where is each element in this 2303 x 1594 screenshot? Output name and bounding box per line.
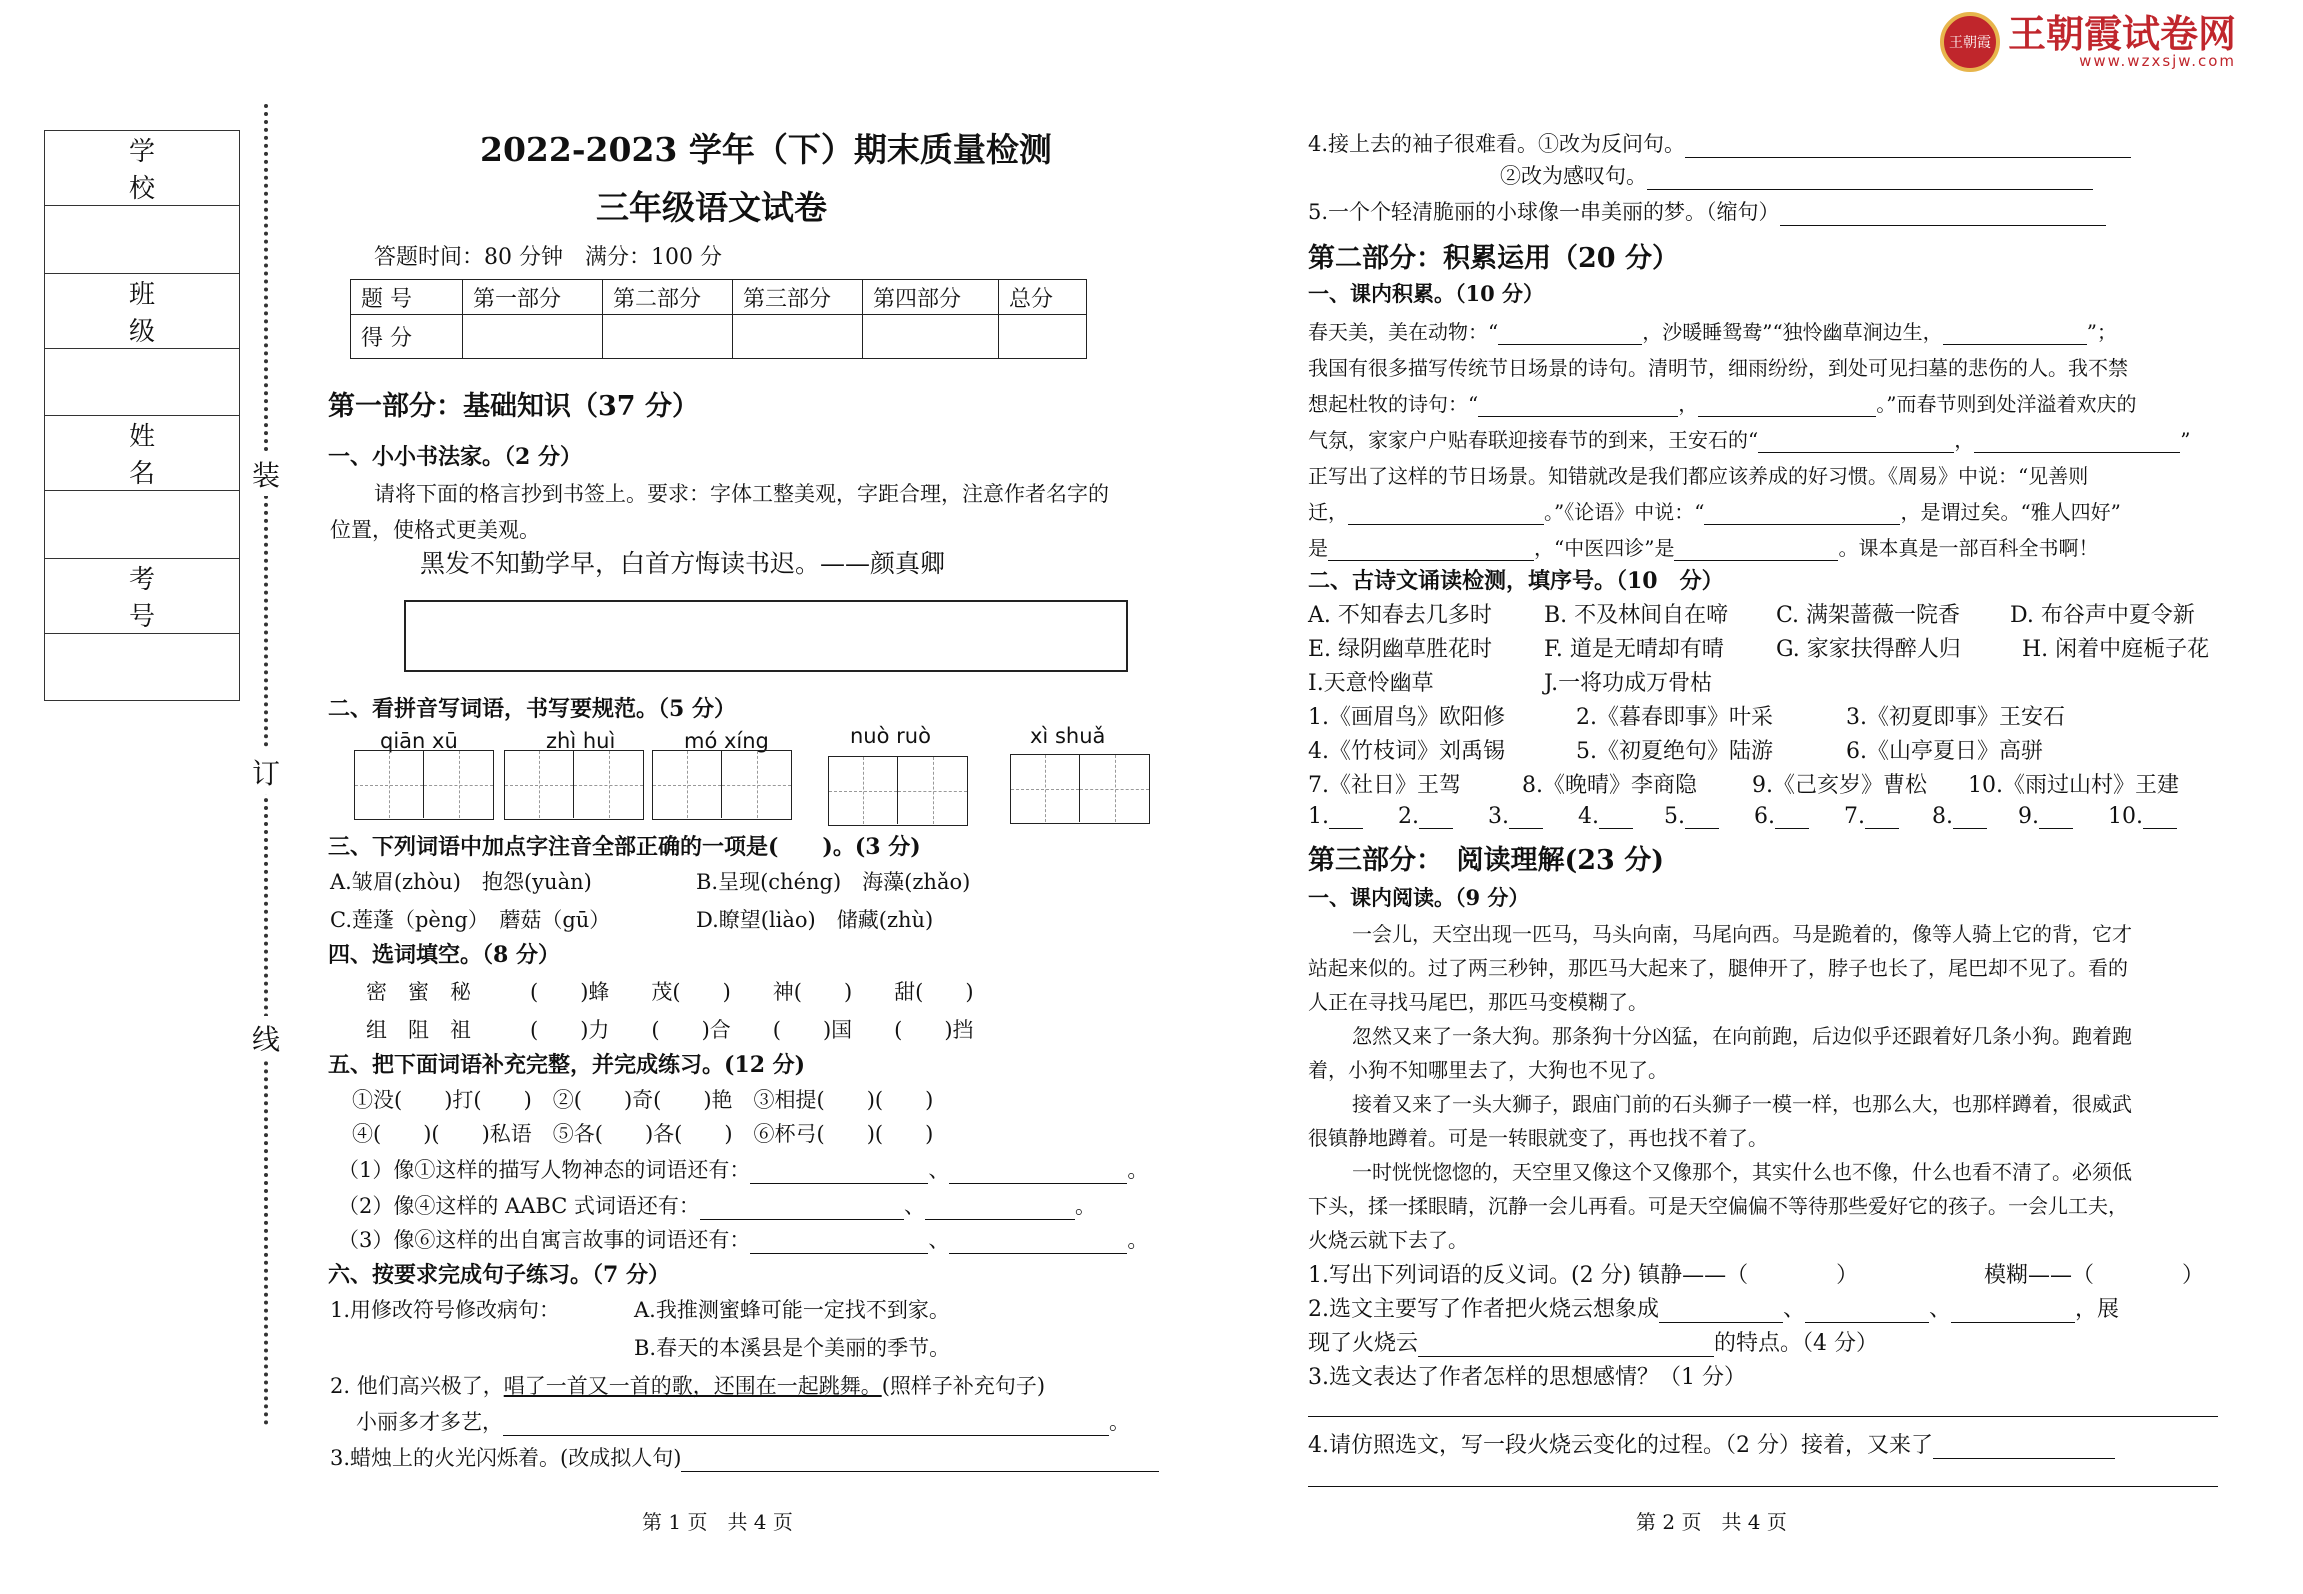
poem-5: 5.《初夏绝句》陆游	[1576, 739, 1773, 764]
para4-line-3: 火烧云就下去了。	[1308, 1228, 1468, 1252]
q5-line: 5.一个个轻清脆丽的小球像一串美丽的梦。（缩句）	[1308, 196, 2106, 226]
score-row-label: 得 分	[351, 315, 463, 359]
s6-q2-blank[interactable]	[503, 1435, 1109, 1436]
student-info-table	[44, 130, 240, 701]
s3-opt-b: B.呈现(chéng) 海藻(zhǎo)	[696, 870, 971, 894]
id-label: 考 号	[45, 558, 240, 633]
poem-1: 1.《画眉鸟》欧阳修	[1308, 705, 1505, 730]
rq1-b: 模糊——（ ）	[1984, 1263, 2205, 1288]
answer-blank[interactable]	[2039, 828, 2073, 829]
opt-C: C. 满架蔷薇一院香	[1776, 603, 1961, 628]
poem-9: 9.《己亥岁》曹松	[1752, 773, 1927, 798]
part3-heading: 第三部分： 阅读理解(23 分)	[1308, 845, 1665, 876]
s4-title: 四、选词填空。（8 分）	[328, 942, 560, 968]
pinyin-4: nuò ruò	[850, 724, 931, 748]
score-head-p1: 第一部分	[463, 280, 603, 315]
exam-info: 答题时间：80 分钟 满分：100 分	[374, 245, 722, 270]
answer-blank[interactable]	[1419, 828, 1453, 829]
pinyin-grid-5[interactable]	[1010, 754, 1150, 824]
name-field[interactable]	[45, 491, 240, 559]
class-label: 班 级	[45, 273, 240, 348]
s4-words-2: 组 阻 祖	[366, 1018, 471, 1042]
para4-line-2: 下头，揉一揉眼睛，沉静一会儿再看。可是天空偏偏不等待那些爱好它的孩子。一会儿工夫，	[1308, 1194, 2128, 1218]
exam-subtitle: 三年级语文试卷	[596, 188, 827, 227]
para4-line-1: 一时恍恍惚惚的，天空里又像这个又像那个，其实什么也不像，什么也看不清了。必须低	[1352, 1160, 2132, 1184]
exam-title: 2022-2023 学年（下）期末质量检测	[480, 130, 1052, 169]
poem-10: 10.《雨过山村》王建	[1968, 773, 2179, 798]
s2-title: 二、看拼音写词语，书写要规范。（5 分）	[328, 696, 736, 722]
rq2-line-1: 2.选文主要写了作者把火烧云想象成 、 、 ，展	[1308, 1297, 2120, 1322]
s6-q1-b: B.春天的本溪县是个美丽的季节。	[634, 1336, 951, 1360]
s4-words-1: 密 蜜 秘	[366, 980, 471, 1004]
rq3: 3.选文表达了作者怎样的思想感情？（1 分）	[1308, 1365, 1746, 1390]
answer-blank[interactable]	[1865, 828, 1899, 829]
score-head-p3: 第三部分	[733, 280, 863, 315]
s1-desc-1: 请将下面的格言抄到书签上。要求：字体工整美观，字距合理，注意作者名字的	[374, 482, 1109, 506]
score-cell[interactable]	[603, 315, 733, 359]
k1-line-7: 是 ，“中医四诊”是 。课本真是一部百科全书啊！	[1308, 536, 2099, 560]
pinyin-grid-3[interactable]	[652, 750, 792, 820]
s4-blanks-1: ( )蜂 茂( ) 神( ) 甜( )	[530, 980, 974, 1004]
part2-heading: 第二部分：积累运用（20 分）	[1308, 243, 1679, 274]
k1-title: 一、课内积累。（10 分）	[1308, 281, 1545, 306]
logo-url: www.wzxsjw.com	[2079, 52, 2237, 70]
para3-line-1: 接着又来了一头大狮子，跟庙门前的石头狮子一模一样，也那么大，也那样蹲着，很威武	[1352, 1092, 2132, 1116]
s4-blanks-2: ( )力 ( )合 ( )国 ( )挡	[530, 1018, 974, 1042]
pinyin-grid-2[interactable]	[504, 750, 644, 820]
rq4: 4.请仿照选文，写一段火烧云变化的过程。（2 分）接着，又来了	[1308, 1428, 2115, 1459]
rq3-answer-line[interactable]	[1308, 1416, 2218, 1417]
s5-line-1: ①没( )打( ) ②( )奇( )艳 ③相提( )( )	[352, 1088, 934, 1112]
answer-blank[interactable]	[1685, 828, 1719, 829]
q5-blank[interactable]	[1780, 225, 2106, 226]
para2-line-1: 忽然又来了一条大狗。那条狗十分凶猛，在向前跑，后边似乎还跟着好几条小狗。跑着跑	[1352, 1024, 2132, 1048]
s6-q3: 3.蜡烛上的火光闪烁着。(改成拟人句)	[330, 1442, 1159, 1472]
s3-opt-d: D.瞭望(liào) 储藏(zhù)	[696, 908, 934, 932]
q4-blank-1[interactable]	[1685, 157, 2131, 158]
answer-blank[interactable]	[1329, 828, 1363, 829]
answer-blank[interactable]	[2143, 828, 2177, 829]
opt-A: A. 不知春去几多时	[1308, 603, 1492, 628]
para1-line-1: 一会儿，天空出现一匹马，马头向南，马尾向西。马是跪着的，像等人骑上它的背，它才	[1352, 922, 2132, 946]
opt-D: D. 布谷声中夏令新	[2010, 603, 2195, 628]
poem-4: 4.《竹枝词》刘禹锡	[1308, 739, 1505, 764]
pinyin-3: mó xíng	[684, 729, 769, 753]
pinyin-grid-4[interactable]	[828, 756, 968, 826]
pinyin-grid-1[interactable]	[354, 750, 494, 820]
logo-name: 王朝霞试卷网	[2008, 12, 2237, 56]
s6-title: 六、按要求完成句子练习。（7 分）	[328, 1262, 670, 1288]
score-head-label: 题 号	[351, 280, 463, 315]
s3-title: 三、下列词语中加点字注音全部正确的一项是( )。(3 分)	[328, 834, 921, 860]
k1-line-4: 气氛，家家户户贴春联迎接春节的到来，王安石的“ ， ”	[1308, 428, 2191, 452]
answer-blank[interactable]	[1775, 828, 1809, 829]
s5-title: 五、把下面词语补充完整，并完成练习。(12 分)	[328, 1052, 806, 1078]
rq1-a: 1.写出下列词语的反义词。(2 分) 镇静——（ ）	[1308, 1263, 1859, 1288]
score-head-total: 总分	[999, 280, 1087, 315]
s3-opt-c: C.莲蓬（pèng） 蘑菇（gū）	[330, 908, 611, 932]
k1-line-6: 迁， 。”《论语》中说：“ ，是谓过矣。“雅人四好”	[1308, 500, 2121, 524]
s6-q1: 1.用修改符号修改病句：	[330, 1298, 561, 1322]
para1-line-2: 站起来似的。过了两三秒钟，那匹马大起来了，腿伸开了，脖子也长了，尾巴却不见了。看的	[1308, 956, 2128, 980]
k1-line-2: 我国有很多描写传统节日场景的诗句。清明节，细雨纷纷，到处可见扫墓的悲伤的人。我不禁	[1308, 356, 2128, 380]
page-footer-right: 第 2 页 共 4 页	[1636, 1510, 1787, 1534]
score-head-p2: 第二部分	[603, 280, 733, 315]
answer-blank[interactable]	[1509, 828, 1543, 829]
score-cell[interactable]	[999, 315, 1087, 359]
class-field[interactable]	[45, 348, 240, 416]
binding-char-3: 线	[252, 1016, 280, 1060]
opt-I: I.天意怜幽草	[1308, 671, 1434, 696]
s5-q1: （1）像①这样的描写人物神态的词语还有： 、 。	[338, 1158, 1149, 1182]
answer-numbers: 1. 2. 3. 4. 5. 6. 7. 8. 9. 10.	[1308, 804, 2198, 829]
q4-blank-2[interactable]	[1647, 189, 2093, 190]
name-label: 姓 名	[45, 416, 240, 491]
opt-E: E. 绿阴幽草胜花时	[1308, 637, 1493, 662]
school-label: 学 校	[45, 131, 240, 206]
poem-7: 7.《社日》王驾	[1308, 773, 1461, 798]
para2-line-2: 着，小狗不知哪里去了，大狗也不见了。	[1308, 1058, 1668, 1082]
page-footer-left: 第 1 页 共 4 页	[642, 1510, 793, 1534]
pinyin-5: xì shuǎ	[1030, 724, 1106, 748]
opt-B: B. 不及林间自在啼	[1544, 603, 1729, 628]
r1-title: 一、课内阅读。（9 分）	[1308, 885, 1530, 910]
k1-line-1: 春天美，美在动物：“ ，沙暖睡鸳鸯”“独怜幽草涧边生， ”；	[1308, 320, 2117, 344]
k1-line-3: 想起杜牧的诗句：“ ， 。”而春节则到处洋溢着欢庆的	[1308, 392, 2137, 416]
s1-title: 一、小小书法家。（2 分）	[328, 444, 582, 470]
s5-line-2: ④( )( )私语 ⑤各( )各( ) ⑥杯弓( )( )	[352, 1122, 934, 1146]
id-field[interactable]	[45, 633, 240, 701]
poem-6: 6.《山亭夏日》高骈	[1846, 739, 2043, 764]
opt-H: H. 闲着中庭栀子花	[2022, 637, 2210, 662]
k2-title: 二、古诗文诵读检测，填序号。（10 分）	[1308, 568, 1724, 594]
q4-line-2: ②改为感叹句。	[1500, 160, 2093, 190]
logo-seal-icon: 王朝霞	[1940, 12, 2000, 72]
s5-q2: （2）像④这样的 AABC 式词语还有： 、 。	[338, 1194, 1096, 1218]
s3-opt-a: A.皱眉(zhòu) 抱怨(yuàn)	[330, 870, 592, 894]
k1-line-5: 正写出了这样的节日场景。知错就改是我们都应该养成的好习惯。《周易》中说：“见善则	[1308, 464, 2089, 488]
s6-q1-a: A.我推测蜜蜂可能一定找不到家。	[634, 1298, 950, 1322]
school-field[interactable]	[45, 206, 240, 274]
para1-line-3: 人正在寻找马尾巴，那匹马变模糊了。	[1308, 990, 1648, 1014]
rq2-line-2: 现了火烧云 的特点。（4 分）	[1308, 1331, 1879, 1356]
poem-8: 8.《晚晴》李商隐	[1522, 773, 1697, 798]
s1-motto: 黑发不知勤学早，白首方悔读书迟。——颜真卿	[420, 549, 946, 578]
binding-char-2: 订	[252, 750, 280, 794]
pinyin-1: qiān xū	[380, 729, 458, 753]
score-cell[interactable]	[463, 315, 603, 359]
answer-blank[interactable]	[1599, 828, 1633, 829]
score-head-p4: 第四部分	[863, 280, 999, 315]
opt-F: F. 道是无晴却有晴	[1544, 637, 1724, 662]
rq4-answer-line[interactable]	[1308, 1486, 2218, 1487]
score-cell[interactable]	[863, 315, 999, 359]
score-table	[350, 279, 1087, 359]
para3-line-2: 很镇静地蹲着。可是一转眼就变了，再也找不着了。	[1308, 1126, 1768, 1150]
part1-heading: 第一部分：基础知识（37 分）	[328, 391, 699, 422]
opt-J: J.一将功成万骨枯	[1544, 671, 1713, 696]
s6-q2: 2. 他们高兴极了，唱了一首又一首的歌，还围在一起跳舞。(照样子补充句子)	[330, 1374, 1046, 1398]
binding-char-1: 装	[252, 452, 280, 496]
s5-q3: （3）像⑥这样的出自寓言故事的词语还有： 、 。	[338, 1228, 1149, 1252]
site-logo	[1940, 12, 2236, 72]
answer-blank[interactable]	[1953, 828, 1987, 829]
s6-q2-answer: 小丽多才多艺， 。	[356, 1410, 1130, 1434]
s1-desc-2: 位置，使格式更美观。	[330, 518, 540, 542]
score-cell[interactable]	[733, 315, 863, 359]
opt-G: G. 家家扶得醉人归	[1776, 637, 1961, 662]
poem-2: 2.《暮春即事》叶采	[1576, 705, 1773, 730]
poem-3: 3.《初夏即事》王安石	[1846, 705, 2065, 730]
q4-line-1: 4.接上去的袖子很难看。①改为反问句。	[1308, 128, 2131, 158]
bookmark-answer-box[interactable]	[404, 600, 1128, 672]
pinyin-2: zhì huì	[546, 729, 616, 753]
s6-q3-blank[interactable]	[681, 1471, 1159, 1472]
